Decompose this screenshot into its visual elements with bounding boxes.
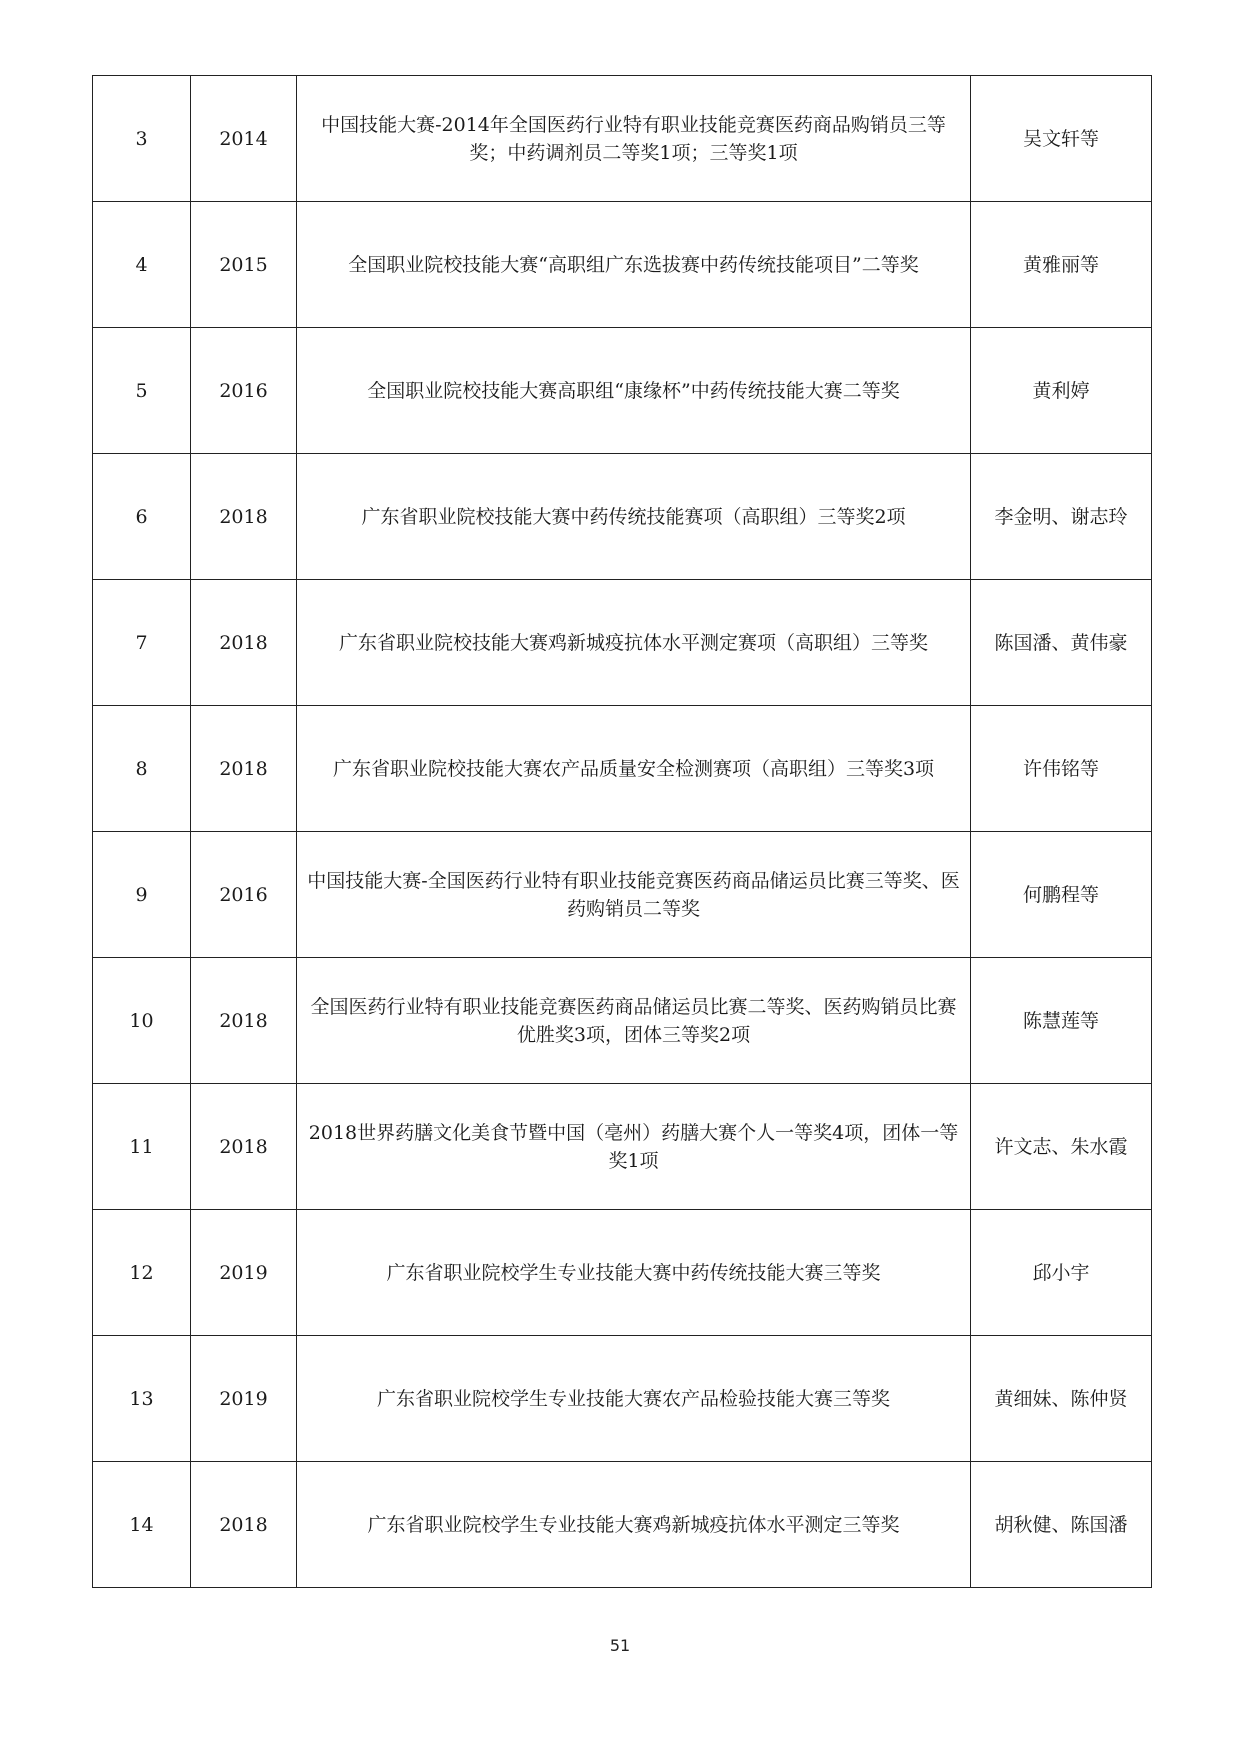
year-cell: 2018 [191,454,297,580]
award-description-cell: 广东省职业院校技能大赛鸡新城疫抗体水平测定赛项（高职组）三等奖 [297,580,971,706]
winner-cell: 许文志、朱水霞 [971,1084,1152,1210]
table-row [93,328,1152,454]
winner-cell: 胡秋健、陈国潘 [971,1462,1152,1588]
table-row [93,706,1152,832]
row-number-cell: 10 [93,958,191,1084]
table-row [93,1210,1152,1336]
table-row [93,1336,1152,1462]
awards-table [92,75,1152,1588]
award-description-cell: 广东省职业院校学生专业技能大赛农产品检验技能大赛三等奖 [297,1336,971,1462]
row-number-cell: 7 [93,580,191,706]
winner-cell: 黄利婷 [971,328,1152,454]
table-row [93,958,1152,1084]
year-cell: 2018 [191,1084,297,1210]
year-cell: 2018 [191,580,297,706]
award-description-cell: 广东省职业院校学生专业技能大赛中药传统技能大赛三等奖 [297,1210,971,1336]
table-row [93,1462,1152,1588]
award-description-cell: 全国职业院校技能大赛高职组“康缘杯”中药传统技能大赛二等奖 [297,328,971,454]
award-description-cell: 全国职业院校技能大赛“高职组广东选拔赛中药传统技能项目”二等奖 [297,202,971,328]
year-cell: 2018 [191,706,297,832]
row-number-cell: 5 [93,328,191,454]
row-number-cell: 9 [93,832,191,958]
row-number-cell: 6 [93,454,191,580]
row-number-cell: 14 [93,1462,191,1588]
year-cell: 2018 [191,1462,297,1588]
winner-cell: 吴文轩等 [971,76,1152,202]
year-cell: 2014 [191,76,297,202]
row-number-cell: 12 [93,1210,191,1336]
winner-cell: 何鹏程等 [971,832,1152,958]
table-row [93,76,1152,202]
awards-table-body [93,76,1152,1588]
year-cell: 2019 [191,1210,297,1336]
award-description-cell: 全国医药行业特有职业技能竞赛医药商品储运员比赛二等奖、医药购销员比赛优胜奖3项，团体三等奖2项 [297,958,971,1084]
row-number-cell: 4 [93,202,191,328]
winner-cell: 黄细妹、陈仲贤 [971,1336,1152,1462]
award-description-cell: 中国技能大赛-2014年全国医药行业特有职业技能竞赛医药商品购销员三等奖；中药调剂员二等奖1项；三等奖1项 [297,76,971,202]
row-number-cell: 11 [93,1084,191,1210]
row-number-cell: 13 [93,1336,191,1462]
page-number: 51 [609,1636,631,1655]
award-description-cell: 广东省职业院校技能大赛中药传统技能赛项（高职组）三等奖2项 [297,454,971,580]
award-description-cell: 2018世界药膳文化美食节暨中国（亳州）药膳大赛个人一等奖4项，团体一等奖1项 [297,1084,971,1210]
winner-cell: 李金明、谢志玲 [971,454,1152,580]
winner-cell: 邱小宇 [971,1210,1152,1336]
award-description-cell: 中国技能大赛-全国医药行业特有职业技能竞赛医药商品储运员比赛三等奖、医药购销员二等奖 [297,832,971,958]
award-description-cell: 广东省职业院校技能大赛农产品质量安全检测赛项（高职组）三等奖3项 [297,706,971,832]
award-description-cell: 广东省职业院校学生专业技能大赛鸡新城疫抗体水平测定三等奖 [297,1462,971,1588]
year-cell: 2016 [191,832,297,958]
table-row [93,202,1152,328]
table-row [93,832,1152,958]
table-row [93,1084,1152,1210]
table-row [93,580,1152,706]
winner-cell: 陈慧莲等 [971,958,1152,1084]
year-cell: 2019 [191,1336,297,1462]
winner-cell: 陈国潘、黄伟豪 [971,580,1152,706]
row-number-cell: 3 [93,76,191,202]
row-number-cell: 8 [93,706,191,832]
year-cell: 2015 [191,202,297,328]
winner-cell: 黄雅丽等 [971,202,1152,328]
table-row [93,454,1152,580]
year-cell: 2018 [191,958,297,1084]
year-cell: 2016 [191,328,297,454]
winner-cell: 许伟铭等 [971,706,1152,832]
